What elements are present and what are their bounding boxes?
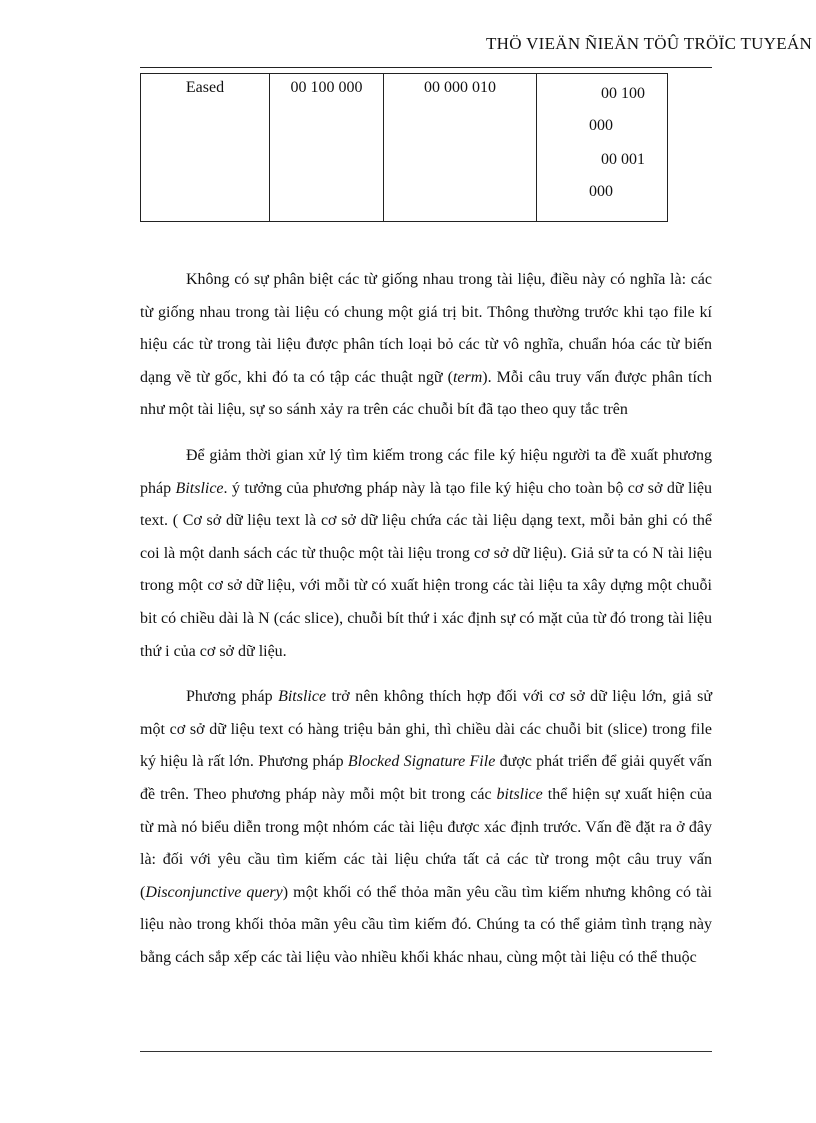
text-run: . ý tưởng của phương pháp này là tạo file ký hiệu cho toàn bộ cơ sở dữ liệu text. ( Cơ sở dữ liệu text là cơ sở dữ liệu chứa các tài liệu dạng text, mỗi bản ghi có thể coi là một danh sách các từ thuộc một tài liệu trong cơ sở dữ liệu). Giả sử ta có N tài liệu trong một cơ sở dữ liệu, với mỗi từ có xuất hiện trong các tài liệu ta xây dựng một chuỗi bit có chiều dài là N (các slice), chuỗi bít thứ i xác định sự có mặt của từ đó trong tài liệu thứ i của cơ sở dữ liệu. (140, 479, 713, 660)
cell-line: 00 001 (601, 151, 645, 168)
cell-text: 00 000 010 (424, 79, 496, 96)
paragraph (140, 264, 712, 427)
italic-term: Bitslice (175, 479, 224, 497)
italic-term: Bitslice (278, 688, 327, 706)
table-row (141, 74, 668, 222)
cell-line: 000 (589, 183, 613, 200)
table-cell (384, 74, 537, 222)
table-cell (537, 74, 668, 222)
cell-text: Eased (185, 79, 225, 96)
text-run: thể hiện sự xuất hiện của từ mà nó biểu diễn trong một nhóm các tài liệu được xác định trước. Vấn đề đặt ra ở đây là: đối với yêu cầu tìm kiếm các tài liệu chứa tất cả các từ trong một câu truy vấn ( (140, 785, 712, 901)
page-header-title: THÖ VIEÄN ÑIEÄN TÖÛ TRÖÏC TUYEÁN (486, 34, 813, 53)
signature-table (140, 73, 668, 222)
text-run: được phát triển để giải quyết vấn đề trên. Theo phương pháp này mỗi một bit trong các (140, 753, 713, 803)
footer-divider (140, 1051, 712, 1052)
cell-line: 000 (589, 117, 613, 134)
text-run: ) một khối có thể thỏa mãn yêu cầu tìm kiếm nhưng không có tài liệu nào trong khối thỏa mãn yêu cầu tìm kiếm đó. Chúng ta có thể giảm tình trạng này bằng cách sắp xếp các tài liệu vào nhiều khối khác nhau, cùng một tài liệu có thể thuộc (140, 883, 712, 966)
cell-text-multiline (537, 74, 667, 208)
italic-term: bitslice (496, 785, 543, 803)
text-run: Để giảm thời gian xử lý tìm kiếm trong các file ký hiệu người ta đề xuất phương pháp (140, 446, 712, 497)
text-run: trở nên không thích hợp đối với cơ sở dữ liệu lớn, giả sử một cơ sở dữ liệu text có hàng triệu bản ghi, thì chiều dài các chuỗi bit (slice) trong file ký hiệu là rất lớn. Phương pháp (140, 688, 713, 771)
text-run: Phương pháp (186, 688, 279, 706)
header-divider (140, 67, 712, 68)
paragraph (140, 440, 712, 668)
table-cell (270, 74, 384, 222)
italic-term: Blocked Signature File (347, 753, 496, 771)
body-text (140, 264, 712, 987)
table-cell (141, 74, 270, 222)
cell-line: 00 100 (601, 85, 645, 102)
text-run: ). Mỗi câu truy vấn được phân tích như một tài liệu, sự so sánh xảy ra trên các chuỗi bít đã tạo theo quy tắc trên (140, 368, 713, 419)
cell-text: 00 100 000 (290, 79, 363, 96)
italic-term: term (452, 368, 483, 386)
paragraph (140, 681, 712, 974)
italic-term: Disconjunctive query (145, 883, 283, 901)
text-run: Không có sự phân biệt các từ giống nhau trong tài liệu, điều này có nghĩa là: các từ giống nhau trong tài liệu có chung một giá trị bit. Thông thường trước khi tạo file kí hiệu các từ trong tài liệu được phân tích loại bỏ các từ vô nghĩa, chuẩn hóa các từ biến dạng về từ gốc, khi đó ta có tập các thuật ngữ ( (140, 271, 712, 386)
